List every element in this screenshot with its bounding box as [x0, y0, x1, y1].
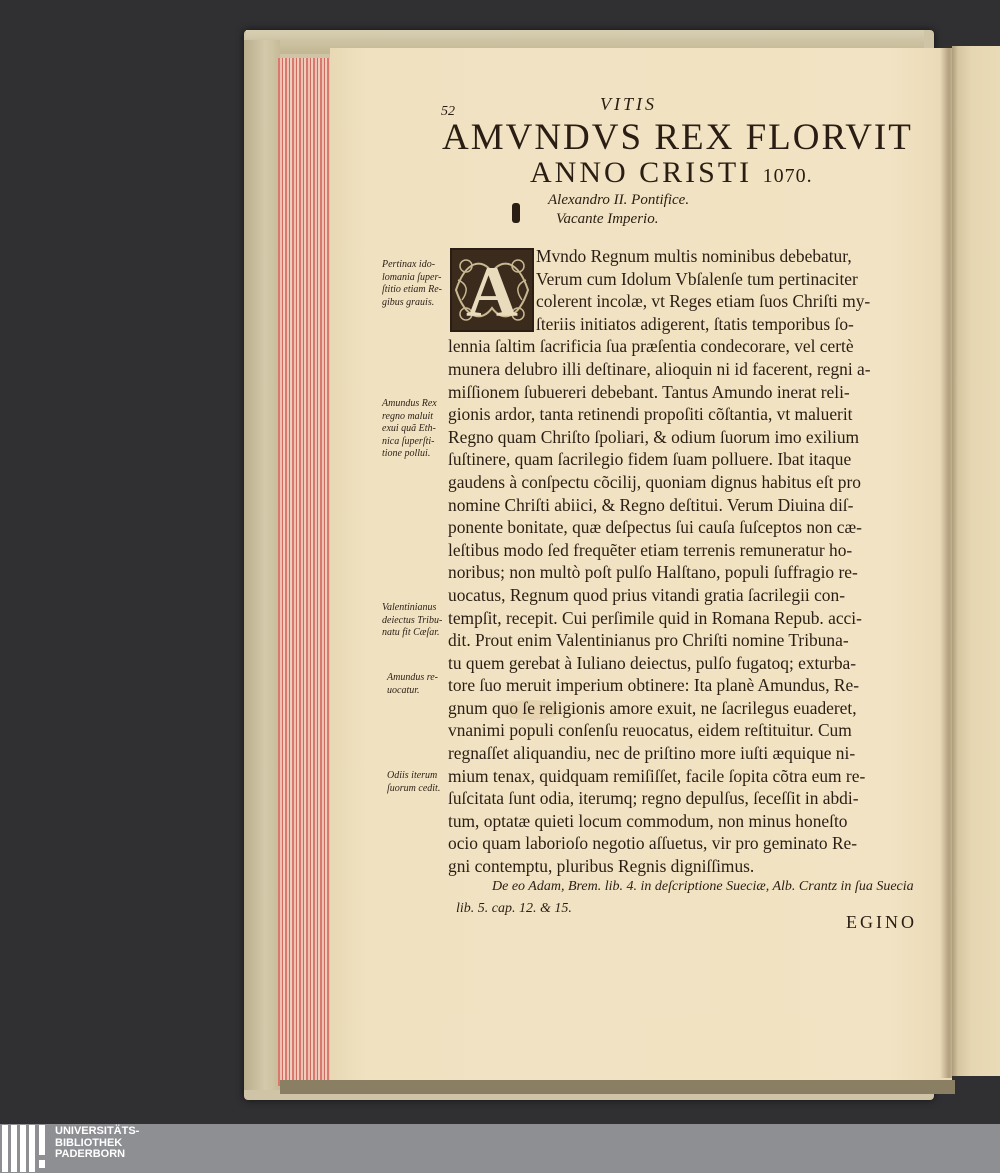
library-name-line: UNIVERSITÄTS-	[55, 1125, 140, 1137]
marginal-note-line: ſtitio etiam Re-	[382, 284, 442, 295]
text-line: Regno quam Chriſto ſpoliari, & odium ſuorum imo exilium	[448, 426, 860, 447]
page-number: 52	[441, 104, 455, 119]
text-line: ſuſcitata ſunt odia, iterumq; regno depulſus, ſeceſſit in abdi-	[448, 788, 859, 809]
title-year: 1070.	[762, 165, 813, 187]
text-line: Verum cum Idolum Vbſalenſe tum pertinaciter	[536, 268, 858, 289]
text-line: regnaſſet aliquandiu, nec de priſtino more iuſti æquique ni-	[448, 743, 856, 764]
marginal-note-line: nica ſuperſti-	[382, 435, 435, 447]
text-line: gnum quo ſe religionis amore exuit, ne ſacrilegus euaderet,	[448, 697, 857, 718]
library-name-line: PADERBORN	[55, 1148, 126, 1160]
chapter-title: AMVNDVS REX FLORVIT	[442, 117, 913, 158]
facing-page-edge	[952, 46, 1000, 1076]
marginal-note-line: lomania ſuper-	[382, 271, 442, 283]
marginal-note-line: Valentinianus	[382, 602, 437, 613]
text-line: leſtibus modo ſed frequẽter etiam terrenis remuneratur ho-	[448, 539, 853, 560]
book-left-board	[244, 40, 280, 1090]
marginal-note	[387, 770, 440, 795]
text-line: dit. Prout enim Valentinianus pro Chriſti nomine Tribuna-	[448, 630, 849, 651]
marginal-note-line: Amundus Rex	[382, 398, 437, 409]
text-line: ſteriis initiatos adigerent, ſtatis temporibus ſo-	[536, 313, 854, 334]
text-line: tempſit, recepit. Cui perſimile quid in Romana Repub. acci-	[448, 607, 862, 628]
marginal-note-line: tione pollui.	[382, 448, 431, 459]
text-line: munera delubro illi deſtinare, alioquin ni id facerent, regni a-	[448, 358, 871, 379]
marginal-note-line: ſuorum cedit.	[387, 782, 441, 794]
text-line-first: Mvndo Regnum multis nominibus debebatur,	[536, 246, 852, 266]
subtitle-imperium: Vacante Imperio.	[556, 211, 659, 227]
marginal-note-line: gibus grauis.	[382, 296, 435, 308]
library-name-line: BIBLIOTHEK	[55, 1136, 123, 1149]
library-name	[55, 1126, 139, 1161]
text-line: gaudens à conſpectu cõcilij, quoniam dignus habitus eſt pro	[448, 471, 861, 492]
text-line: lennia ſaltim ſacrificia ſua præſentia condecorare, vel certè	[448, 336, 854, 357]
marginal-note-line: regno maluit	[382, 410, 434, 422]
text-line: vnanimi populi conſenſu reuocatus, eidem reſtituitur. Cum	[448, 720, 852, 741]
library-logo-icon	[2, 1125, 46, 1172]
text-line: gionis ardor, tanta retinendi propoſiti cõſtantia, vt maluerit	[448, 404, 853, 425]
text-line: tore ſuo meruit imperium obtinere: Ita planè Amundus, Re-	[448, 675, 859, 696]
marginal-note	[382, 259, 442, 309]
text-line: gni contemptu, pluribus Regnis digniſſimus.	[448, 856, 755, 877]
title-anno-cristi: ANNO CRISTI	[530, 156, 753, 189]
book-bottom-edge	[280, 1080, 955, 1094]
initial-letter: A	[466, 252, 518, 332]
reference-line: lib. 5. cap. 12. & 15.	[456, 901, 572, 916]
marginal-note-line: uocatur.	[387, 684, 420, 696]
running-head: VITIS	[600, 94, 657, 114]
text-line: colerent incolæ, vt Reges etiam ſuos Chriſti my-	[536, 291, 871, 312]
text-line: tum, optatæ quieti locum commodum, non minus honeſto	[448, 810, 848, 831]
ink-blot	[512, 203, 520, 223]
text-line: tu quem gerebat à Iuliano deiectus, pulſo fugatoq; exturba-	[448, 652, 857, 673]
marginal-note-line: deiectus Tribu-	[382, 614, 443, 626]
reference-line: De eo Adam, Brem. lib. 4. in deſcriptione Sueciæ, Alb. Crantz in ſua Suecia	[492, 879, 914, 894]
main-text-block	[448, 245, 918, 878]
text-line: nomine Chriſti abiici, & Regno deſtitui. Verum Diuina diſ-	[448, 494, 854, 515]
library-footer-bar	[0, 1124, 1000, 1173]
chapter-title-line2	[530, 156, 813, 190]
marginal-note-line: Pertinax ido-	[382, 259, 436, 270]
marginal-note-line: exui quã Eth-	[382, 423, 436, 434]
text-line: ocio quam laborioſo negotio aſſuetus, vir pro geminato Re-	[448, 833, 858, 854]
marginal-note-line: Amundus re-	[387, 672, 439, 683]
marginal-note-line: Odiis iterum	[387, 770, 438, 781]
text-line: ſuſtinere, quam ſacrilegio fidem ſuam polluere. Ibat itaque	[448, 449, 852, 470]
marginal-note	[387, 672, 438, 697]
text-line: miſſionem ſubuereri debebant. Tantus Amundo inerat reli-	[448, 381, 850, 402]
subtitle-pontifex: Alexandro II. Pontifice.	[548, 192, 690, 208]
text-line: uocatus, Regnum quod prius vitandi gratia ſacrilegii con-	[448, 584, 845, 605]
gutter-shadow	[940, 46, 958, 1078]
catchword: EGINO	[846, 912, 917, 932]
red-page-edges	[278, 58, 336, 1086]
text-line: ponente bonitate, quæ deſpectus ſui cauſa ſuſceptos non cæ-	[448, 517, 862, 538]
marginal-note	[382, 398, 437, 461]
marginal-note	[382, 602, 442, 640]
text-line: noribus; non multò poſt pulſo Halſtano, populi ſuffragio re-	[448, 562, 858, 583]
text-line: mium tenax, quidquam remiſiſſet, facile ſopita cõtra eum re-	[448, 765, 866, 786]
marginal-note-line: natu fit Cæſar.	[382, 627, 440, 638]
